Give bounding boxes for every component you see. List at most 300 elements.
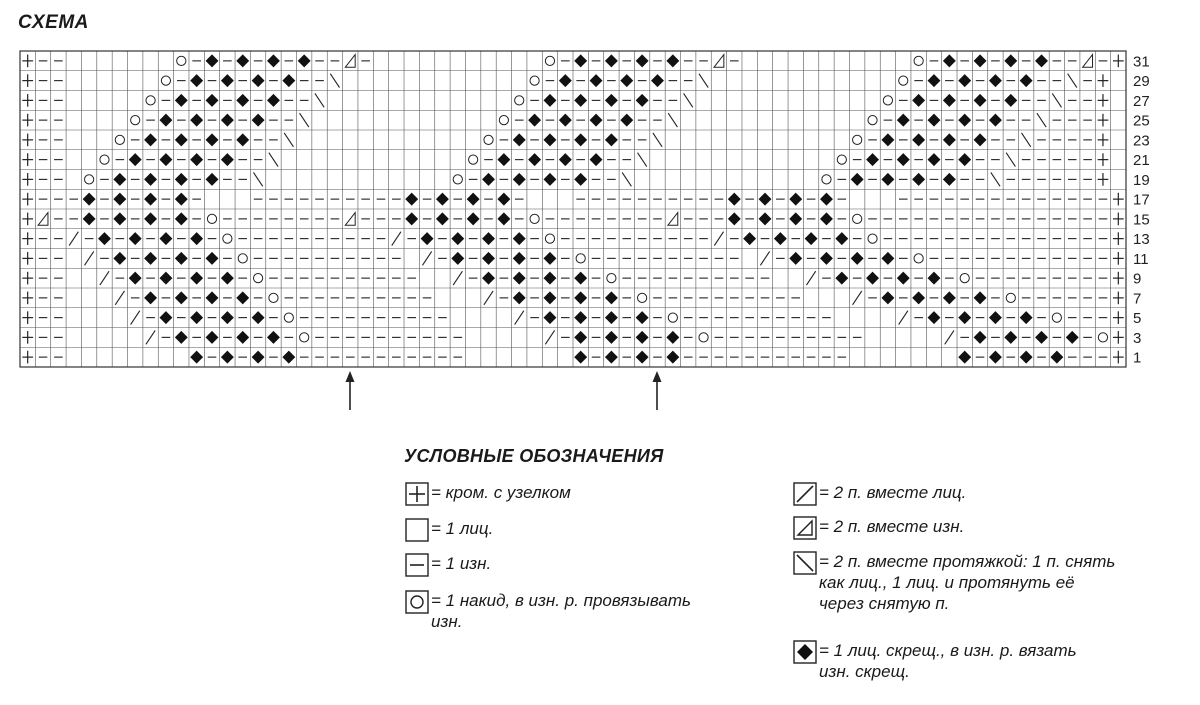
ktbl-diamond-symbol xyxy=(190,153,203,166)
ktbl-diamond-symbol xyxy=(590,74,603,87)
ktbl-diamond-symbol xyxy=(574,54,587,67)
k2tog-slash-symbol xyxy=(515,311,524,325)
ssk-backslash-symbol xyxy=(638,153,647,167)
k2tog-slash-symbol xyxy=(422,251,431,265)
yo-circle-symbol xyxy=(484,135,493,144)
ssk-backslash-symbol xyxy=(300,113,309,127)
legend-text-ssk-2: как лиц., 1 лиц. и протянуть её xyxy=(819,573,1075,592)
k2tog-slash-symbol xyxy=(806,271,815,285)
ktbl-diamond-symbol xyxy=(881,173,894,186)
k2tog-slash-symbol xyxy=(115,291,124,305)
ktbl-diamond-symbol xyxy=(144,193,157,206)
ktbl-diamond-symbol xyxy=(943,54,956,67)
ktbl-diamond-symbol xyxy=(943,291,956,304)
ktbl-diamond-symbol xyxy=(544,291,557,304)
yo-circle-symbol xyxy=(883,96,892,105)
ktbl-diamond-symbol xyxy=(1004,54,1017,67)
ktbl-diamond-symbol xyxy=(574,133,587,146)
yo-circle-symbol xyxy=(146,96,155,105)
ssk-backslash-symbol xyxy=(622,172,631,186)
ktbl-diamond-symbol xyxy=(912,94,925,107)
ktbl-diamond-symbol xyxy=(144,212,157,225)
ktbl-diamond-symbol xyxy=(129,272,142,285)
ktbl-diamond-symbol xyxy=(513,232,526,245)
ktbl-diamond-symbol xyxy=(574,331,587,344)
ktbl-diamond-symbol xyxy=(666,54,679,67)
legend-item-ktbl xyxy=(793,640,1077,682)
legend-text-ssk-1: = 2 п. вместе протяжкой: 1 п. снять xyxy=(819,552,1116,571)
ktbl-diamond-symbol xyxy=(252,114,265,127)
edge-knot-symbol xyxy=(1113,55,1124,68)
edge-knot-symbol xyxy=(22,232,33,245)
ktbl-diamond-symbol xyxy=(267,54,280,67)
ktbl-diamond-symbol xyxy=(620,74,633,87)
ktbl-diamond-symbol xyxy=(928,114,941,127)
ssk-backslash-symbol xyxy=(653,133,662,147)
ktbl-diamond-symbol xyxy=(405,212,418,225)
yo-circle-symbol xyxy=(853,214,862,223)
row-number-label: 5 xyxy=(1133,310,1142,328)
yo-circle-symbol xyxy=(899,76,908,85)
row-number-label: 7 xyxy=(1133,290,1142,308)
ktbl-diamond-symbol xyxy=(928,74,941,87)
yo-circle-symbol xyxy=(515,96,524,105)
edge-knot-symbol xyxy=(1098,114,1109,127)
ktbl-diamond-symbol xyxy=(544,272,557,285)
ktbl-diamond-symbol xyxy=(897,272,910,285)
edge-knot-symbol xyxy=(1113,311,1124,324)
ktbl-diamond-symbol xyxy=(636,351,649,364)
ktbl-diamond-symbol xyxy=(928,311,941,324)
yo-circle-symbol xyxy=(85,175,94,184)
ktbl-diamond-symbol xyxy=(175,291,188,304)
ktbl-diamond-symbol xyxy=(175,193,188,206)
edge-knot-symbol xyxy=(22,351,33,364)
ktbl-diamond-symbol xyxy=(144,173,157,186)
ktbl-diamond-symbol xyxy=(236,133,249,146)
ktbl-diamond-symbol xyxy=(958,153,971,166)
legend-item-k2tog xyxy=(793,482,966,506)
ktbl-diamond-symbol xyxy=(175,133,188,146)
ktbl-diamond-symbol xyxy=(835,272,848,285)
ktbl-diamond-symbol xyxy=(1020,311,1033,324)
ktbl-diamond-symbol xyxy=(866,272,879,285)
ktbl-diamond-symbol xyxy=(866,153,879,166)
yo-circle-symbol xyxy=(960,274,969,283)
ktbl-diamond-symbol xyxy=(129,153,142,166)
ssk-backslash-symbol xyxy=(1068,74,1077,88)
yo-circle-symbol xyxy=(131,116,140,125)
row-number-label: 15 xyxy=(1133,211,1150,229)
ktbl-diamond-symbol xyxy=(497,212,510,225)
legend-text-yo-1: = 1 накид, в изн. р. провязывать xyxy=(431,591,691,610)
ktbl-diamond-symbol xyxy=(236,331,249,344)
ktbl-diamond-symbol xyxy=(190,74,203,87)
edge-knot-symbol xyxy=(22,55,33,68)
ktbl-diamond-symbol xyxy=(497,153,510,166)
ssk-backslash-symbol xyxy=(1022,133,1031,147)
ktbl-diamond-symbol xyxy=(236,291,249,304)
edge-knot-symbol xyxy=(22,173,33,186)
edge-knot-symbol xyxy=(22,272,33,285)
ktbl-diamond-symbol xyxy=(559,114,572,127)
row-number-label: 3 xyxy=(1133,329,1142,347)
ktbl-diamond-symbol xyxy=(267,331,280,344)
yo-circle-symbol xyxy=(576,254,585,263)
ktbl-diamond-symbol xyxy=(98,232,111,245)
ssk-backslash-symbol xyxy=(1037,113,1046,127)
ktbl-diamond-symbol xyxy=(451,232,464,245)
legend-text-ssk-3: через снятую п. xyxy=(819,594,950,613)
legend-item-purl xyxy=(405,553,491,577)
legend-text-purl: = 1 изн. xyxy=(431,554,492,573)
ktbl-diamond-symbol xyxy=(1035,331,1048,344)
k2tog-slash-symbol xyxy=(146,330,155,344)
ktbl-diamond-symbol xyxy=(175,212,188,225)
ktbl-diamond-symbol xyxy=(620,114,633,127)
ktbl-diamond-symbol xyxy=(482,252,495,265)
ktbl-diamond-symbol xyxy=(206,173,219,186)
ssk-backslash-symbol xyxy=(1006,153,1015,167)
edge-knot-symbol xyxy=(22,74,33,87)
k2tog-slash-symbol xyxy=(899,311,908,325)
row-number-label: 13 xyxy=(1133,231,1150,249)
edge-knot-symbol xyxy=(22,94,33,107)
ktbl-diamond-symbol xyxy=(190,311,203,324)
ktbl-diamond-symbol xyxy=(206,252,219,265)
ktbl-diamond-symbol xyxy=(144,133,157,146)
edge-knot-symbol xyxy=(22,252,33,265)
ktbl-diamond-symbol xyxy=(190,114,203,127)
ktbl-diamond-symbol xyxy=(559,74,572,87)
ktbl-diamond-symbol xyxy=(728,193,741,206)
yo-circle-symbol xyxy=(269,293,278,302)
ktbl-diamond-symbol xyxy=(467,193,480,206)
ktbl-diamond-symbol xyxy=(912,133,925,146)
ktbl-diamond-symbol xyxy=(513,272,526,285)
ktbl-diamond-symbol xyxy=(221,351,234,364)
ktbl-diamond-symbol xyxy=(789,193,802,206)
ktbl-diamond-symbol xyxy=(544,252,557,265)
ktbl-diamond-symbol xyxy=(820,212,833,225)
backslash-icon xyxy=(793,551,817,575)
ktbl-diamond-symbol xyxy=(113,193,126,206)
ssk-backslash-symbol xyxy=(253,172,262,186)
ktbl-diamond-symbol xyxy=(728,212,741,225)
yo-circle-symbol xyxy=(545,234,554,243)
row-number-label: 25 xyxy=(1133,112,1150,130)
ktbl-diamond-symbol xyxy=(221,114,234,127)
ktbl-diamond-symbol xyxy=(958,311,971,324)
ktbl-diamond-symbol xyxy=(881,252,894,265)
ktbl-diamond-symbol xyxy=(989,74,1002,87)
k2tog-slash-symbol xyxy=(392,232,401,246)
ktbl-diamond-symbol xyxy=(83,212,96,225)
yo-circle-symbol xyxy=(207,214,216,223)
edge-knot-symbol xyxy=(1113,292,1124,305)
ktbl-diamond-symbol xyxy=(835,232,848,245)
ktbl-diamond-symbol xyxy=(989,311,1002,324)
ktbl-diamond-symbol xyxy=(482,232,495,245)
ktbl-diamond-symbol xyxy=(605,331,618,344)
p2tog-triangle-symbol xyxy=(345,55,355,68)
legend-text-p2tog: = 2 п. вместе изн. xyxy=(819,517,965,536)
ktbl-diamond-symbol xyxy=(974,291,987,304)
ktbl-diamond-symbol xyxy=(236,94,249,107)
edge-knot-symbol xyxy=(1113,193,1124,206)
yo-circle-symbol xyxy=(607,274,616,283)
yo-circle-symbol xyxy=(868,116,877,125)
edge-knot-symbol xyxy=(1113,213,1124,226)
k2tog-slash-symbol xyxy=(69,232,78,246)
k2tog-slash-symbol xyxy=(945,330,954,344)
ktbl-diamond-symbol xyxy=(805,232,818,245)
ktbl-diamond-symbol xyxy=(559,153,572,166)
legend-item-edge xyxy=(405,482,571,506)
ktbl-diamond-symbol xyxy=(206,54,219,67)
ktbl-diamond-symbol xyxy=(190,232,203,245)
ktbl-diamond-symbol xyxy=(298,54,311,67)
edge-knot-symbol xyxy=(22,134,33,147)
ktbl-diamond-symbol xyxy=(513,133,526,146)
ktbl-diamond-symbol xyxy=(1020,74,1033,87)
ktbl-diamond-symbol xyxy=(666,351,679,364)
ktbl-diamond-symbol xyxy=(605,54,618,67)
ktbl-diamond-symbol xyxy=(974,94,987,107)
ktbl-diamond-symbol xyxy=(159,272,172,285)
ktbl-diamond-symbol xyxy=(636,54,649,67)
row-labels xyxy=(1133,53,1150,366)
legend-item-p2tog xyxy=(793,516,964,540)
ktbl-diamond-symbol xyxy=(482,173,495,186)
ktbl-diamond-symbol xyxy=(636,94,649,107)
ktbl-diamond-symbol xyxy=(820,193,833,206)
ktbl-diamond-symbol xyxy=(159,232,172,245)
ktbl-diamond-symbol xyxy=(175,94,188,107)
yo-circle-symbol xyxy=(530,214,539,223)
p2tog-triangle-symbol xyxy=(714,55,724,68)
ktbl-diamond-symbol xyxy=(83,193,96,206)
ktbl-diamond-symbol xyxy=(544,133,557,146)
ktbl-diamond-symbol xyxy=(159,311,172,324)
p2tog-triangle-symbol xyxy=(38,213,48,226)
yo-circle-symbol xyxy=(914,254,923,263)
edge-knot-symbol xyxy=(22,331,33,344)
edge-knot-symbol xyxy=(1113,272,1124,285)
k2tog-slash-symbol xyxy=(853,291,862,305)
yo-circle-symbol xyxy=(223,234,232,243)
p2tog-triangle-symbol xyxy=(1083,55,1093,68)
ktbl-diamond-symbol xyxy=(544,173,557,186)
edge-knot-symbol xyxy=(22,311,33,324)
yo-circle-symbol xyxy=(638,293,647,302)
ktbl-diamond-symbol xyxy=(636,331,649,344)
ssk-backslash-symbol xyxy=(315,93,324,107)
ktbl-diamond-symbol xyxy=(497,193,510,206)
ktbl-diamond-symbol xyxy=(175,331,188,344)
legend-text-ktbl-1: = 1 лиц. скрещ., в изн. р. вязать xyxy=(819,641,1077,660)
edge-knot-symbol xyxy=(1098,153,1109,166)
row-number-label: 1 xyxy=(1133,349,1142,367)
edge-knot-icon xyxy=(405,482,429,506)
yo-circle-symbol xyxy=(284,313,293,322)
ktbl-diamond-symbol xyxy=(528,114,541,127)
yo-circle-symbol xyxy=(530,76,539,85)
yo-circle-symbol xyxy=(253,274,262,283)
ktbl-diamond-symbol xyxy=(1004,94,1017,107)
ktbl-diamond-symbol xyxy=(958,74,971,87)
legend-text-knit: = 1 лиц. xyxy=(431,519,494,538)
ktbl-diamond-symbol xyxy=(159,114,172,127)
yo-circle-symbol xyxy=(238,254,247,263)
legend-item-ssk xyxy=(793,551,1115,614)
ktbl-diamond-symbol xyxy=(851,173,864,186)
legend-title: УСЛОВНЫЕ ОБОЗНАЧЕНИЯ xyxy=(404,446,664,466)
ktbl-diamond-symbol xyxy=(190,351,203,364)
ktbl-diamond-symbol xyxy=(528,153,541,166)
yo-circle-symbol xyxy=(853,135,862,144)
ssk-backslash-symbol xyxy=(668,113,677,127)
edge-knot-symbol xyxy=(22,292,33,305)
row-number-label: 27 xyxy=(1133,92,1150,110)
ktbl-diamond-symbol xyxy=(282,351,295,364)
ktbl-diamond-symbol xyxy=(851,252,864,265)
p2tog-triangle-symbol xyxy=(668,213,678,226)
ktbl-diamond-symbol xyxy=(574,173,587,186)
empty-cell-icon xyxy=(405,518,429,542)
ktbl-diamond-symbol xyxy=(789,212,802,225)
ktbl-diamond-symbol xyxy=(605,133,618,146)
ktbl-diamond-symbol xyxy=(159,153,172,166)
ktbl-diamond-symbol xyxy=(144,291,157,304)
ktbl-diamond-symbol xyxy=(989,114,1002,127)
ktbl-diamond-symbol xyxy=(482,272,495,285)
repeat-arrow-right xyxy=(651,370,663,410)
yo-circle-symbol xyxy=(300,333,309,342)
row-number-label: 17 xyxy=(1133,191,1150,209)
edge-knot-symbol xyxy=(1113,331,1124,344)
ktbl-diamond-symbol xyxy=(912,173,925,186)
ktbl-diamond-symbol xyxy=(881,291,894,304)
ktbl-diamond-symbol xyxy=(1020,351,1033,364)
ktbl-diamond-symbol xyxy=(144,252,157,265)
ssk-backslash-symbol xyxy=(699,74,708,88)
row-number-label: 9 xyxy=(1133,270,1142,288)
yo-circle-symbol xyxy=(115,135,124,144)
k2tog-slash-symbol xyxy=(545,330,554,344)
ktbl-diamond-symbol xyxy=(958,351,971,364)
ktbl-diamond-symbol xyxy=(113,173,126,186)
ktbl-diamond-symbol xyxy=(897,153,910,166)
ktbl-diamond-symbol xyxy=(113,252,126,265)
edge-knot-symbol xyxy=(1113,351,1124,364)
yo-circle-symbol xyxy=(100,155,109,164)
yo-circle-symbol xyxy=(1006,293,1015,302)
ktbl-diamond-symbol xyxy=(651,74,664,87)
ktbl-diamond-symbol xyxy=(206,331,219,344)
yo-circle-symbol xyxy=(822,175,831,184)
ktbl-diamond-symbol xyxy=(912,291,925,304)
ktbl-diamond-symbol xyxy=(267,94,280,107)
ktbl-diamond-symbol xyxy=(574,272,587,285)
yo-circle-symbol xyxy=(868,234,877,243)
yo-circle-symbol xyxy=(177,56,186,65)
row-number-label: 29 xyxy=(1133,73,1150,91)
yo-circle-symbol xyxy=(668,313,677,322)
ktbl-diamond-symbol xyxy=(943,133,956,146)
yo-circle-symbol xyxy=(545,56,554,65)
ktbl-diamond-symbol xyxy=(759,212,772,225)
ktbl-diamond-symbol xyxy=(513,252,526,265)
ktbl-diamond-symbol xyxy=(989,351,1002,364)
edge-knot-symbol xyxy=(22,153,33,166)
legend-text-ktbl-2: изн. скрещ. xyxy=(819,662,910,681)
ssk-backslash-symbol xyxy=(330,74,339,88)
legend-item-yo xyxy=(405,590,691,632)
legend-text-edge: = кром. с узелком xyxy=(431,483,571,502)
ktbl-diamond-symbol xyxy=(974,133,987,146)
k2tog-slash-symbol xyxy=(85,251,94,265)
ktbl-diamond-symbol xyxy=(1050,351,1063,364)
ktbl-diamond-symbol xyxy=(451,252,464,265)
yo-circle-symbol xyxy=(699,333,708,342)
k2tog-slash-symbol xyxy=(453,271,462,285)
row-number-label: 31 xyxy=(1133,53,1150,71)
ssk-backslash-symbol xyxy=(284,133,293,147)
ktbl-diamond-symbol xyxy=(129,232,142,245)
ktbl-diamond-symbol xyxy=(252,311,265,324)
ktbl-diamond-symbol xyxy=(175,173,188,186)
row-number-label: 23 xyxy=(1133,132,1150,150)
ktbl-diamond-symbol xyxy=(974,331,987,344)
ktbl-diamond-symbol xyxy=(774,232,787,245)
ktbl-diamond-symbol xyxy=(590,114,603,127)
ktbl-diamond-symbol xyxy=(574,311,587,324)
ktbl-diamond-symbol xyxy=(436,212,449,225)
ktbl-diamond-symbol xyxy=(743,232,756,245)
ktbl-diamond-symbol xyxy=(943,173,956,186)
ktbl-diamond-symbol xyxy=(206,133,219,146)
ktbl-diamond-symbol xyxy=(605,291,618,304)
ktbl-diamond-symbol xyxy=(113,212,126,225)
k2tog-slash-symbol xyxy=(714,232,723,246)
chart-grid xyxy=(20,51,1126,367)
ktbl-diamond-symbol xyxy=(221,74,234,87)
k2tog-slash-symbol xyxy=(131,311,140,325)
repeat-arrow-left xyxy=(344,370,356,410)
legend-text-k2tog: = 2 п. вместе лиц. xyxy=(819,483,967,502)
yo-circle-symbol xyxy=(453,175,462,184)
ktbl-diamond-symbol xyxy=(881,133,894,146)
p2tog-triangle-symbol xyxy=(345,213,355,226)
ktbl-diamond-symbol xyxy=(974,54,987,67)
ktbl-diamond-symbol xyxy=(421,232,434,245)
ktbl-diamond-symbol xyxy=(175,252,188,265)
yo-circle-symbol xyxy=(1098,333,1107,342)
row-number-label: 21 xyxy=(1133,152,1150,170)
ktbl-diamond-symbol xyxy=(1035,54,1048,67)
ktbl-diamond-symbol xyxy=(958,114,971,127)
ssk-backslash-symbol xyxy=(684,93,693,107)
ktbl-diamond-symbol xyxy=(666,331,679,344)
edge-knot-symbol xyxy=(22,114,33,127)
ktbl-diamond-symbol xyxy=(206,291,219,304)
yo-circle-symbol xyxy=(837,155,846,164)
yo-circle-symbol xyxy=(161,76,170,85)
legend-item-knit xyxy=(405,518,493,542)
ktbl-diamond-symbol xyxy=(605,351,618,364)
ktbl-diamond-symbol xyxy=(467,212,480,225)
